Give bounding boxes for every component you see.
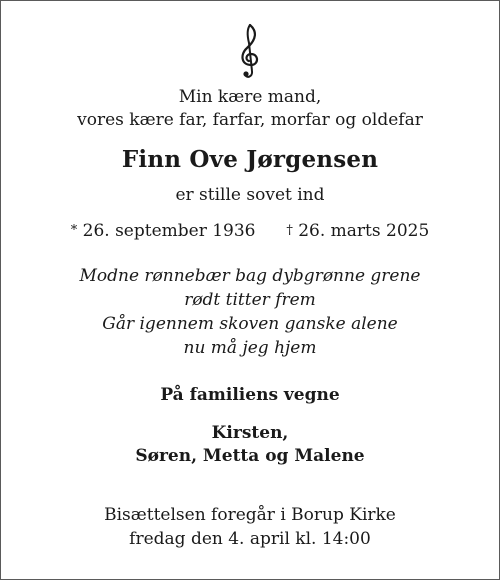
subtitle: er stille sovet ind: [175, 185, 325, 205]
death-date: 26. marts 2025: [298, 221, 430, 241]
intro-line-2: vores kære far, farfar, morfar og oldefar: [77, 110, 423, 130]
deceased-name: Finn Ove Jørgensen: [121, 146, 379, 173]
birth-symbol: *: [70, 223, 78, 238]
poem-line-4: nu må jeg hjem: [183, 338, 317, 358]
family-name-line-1: Kirsten,: [211, 423, 289, 443]
funeral-line-2: fredag den 4. april kl. 14:00: [129, 529, 371, 549]
poem-line-2: rødt titter frem: [184, 290, 316, 310]
poem-line-3: Går igennem skoven ganske alene: [102, 314, 398, 334]
family-name-line-2: Søren, Metta og Malene: [135, 446, 365, 466]
family-heading: På familiens vegne: [160, 385, 340, 405]
dates-row: [1, 219, 499, 243]
intro-line-1: Min kære mand,: [178, 87, 322, 107]
funeral-line-1: Bisættelsen foregår i Borup Kirke: [104, 505, 396, 525]
poem-line-1: Modne rønnebær bag dybgrønne grene: [79, 266, 421, 286]
birth-date: 26. september 1936: [82, 221, 256, 241]
treble-clef-icon: [1, 21, 499, 81]
death-symbol: †: [286, 223, 293, 238]
